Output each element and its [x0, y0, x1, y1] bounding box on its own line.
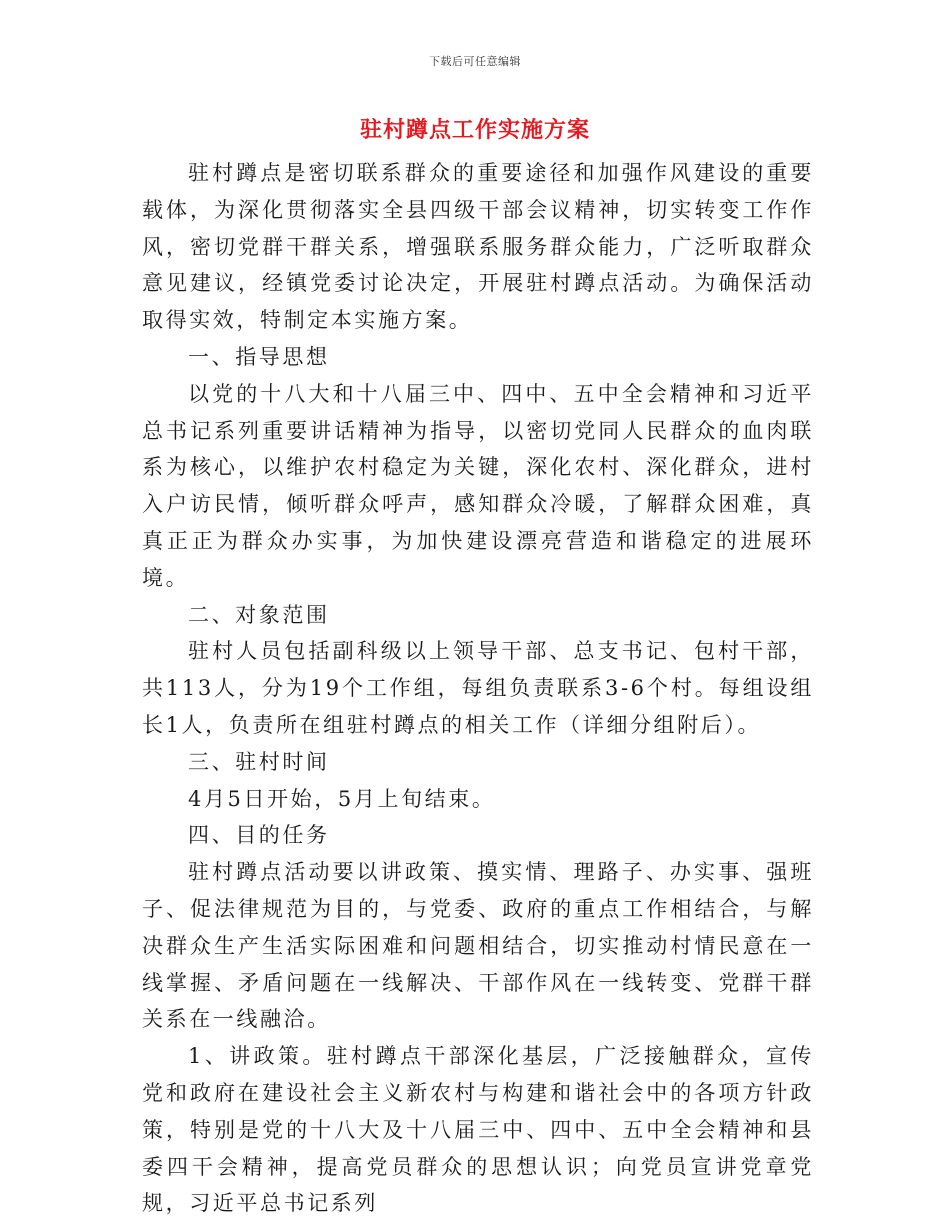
paragraph-scope: 驻村人员包括副科级以上领导干部、总支书记、包村干部，共113人，分为19个工作组，每组负责联系3-6个村。每组设组长1人，负责所在组驻村蹲点的相关工作（详细分组附后）。: [142, 639, 814, 737]
paragraph-task-1-policy: 1、讲政策。驻村蹲点干部深化基层，广泛接触群众，宣传党和政府在建设社会主义新农村与构建和谐社会中的各项方针政策，特别是党的十八大及十八届三中、四中、五中全会精神和县委四干会精神，提高党员群众的思想认识；向党员宣讲党章党规，习近平总书记系列: [142, 1044, 814, 1216]
section-heading-scope: 二、对象范围: [188, 602, 330, 627]
section-heading-time: 三、驻村时间: [188, 749, 330, 774]
paragraph-time: 4月5日开始，5月上旬结束。: [188, 786, 496, 811]
document-body: [142, 155, 814, 1222]
paragraph-guiding-thought: 以党的十八大和十八届三中、四中、五中全会精神和习近平总书记系列重要讲话精神为指导，以密切党同人民群众的血肉联系为核心，以维护农村稳定为关键，深化农村、深化群众，进村入户访民情，倾听群众呼声，感知群众冷暖，了解群众困难，真真正正为群众办实事，为加快建设漂亮营造和谐稳定的进展环境。: [142, 381, 814, 590]
document-title: 驻村蹲点工作实施方案: [359, 118, 590, 143]
header-note: 下载后可任意编辑: [429, 55, 521, 68]
paragraph-intro: 驻村蹲点是密切联系群众的重要途径和加强作风建设的重要载体，为深化贯彻落实全县四级干部会议精神，切实转变工作作风，密切党群干群关系，增强联系服务群众能力，广泛听取群众意见建议，经镇党委讨论决定，开展驻村蹲点活动。为确保活动取得实效，特制定本实施方案。: [142, 161, 814, 333]
section-heading-guiding-thought: 一、指导思想: [188, 344, 330, 369]
paragraph-tasks: 驻村蹲点活动要以讲政策、摸实情、理路子、办实事、强班子、促法律规范为目的，与党委、政府的重点工作相结合，与解决群众生产生活实际困难和问题相结合，切实推动村情民意在一线掌握、矛盾问题在一线解决、干部作风在一线转变、党群干群关系在一线融洽。: [142, 860, 814, 1032]
section-heading-tasks: 四、目的任务: [188, 823, 330, 848]
